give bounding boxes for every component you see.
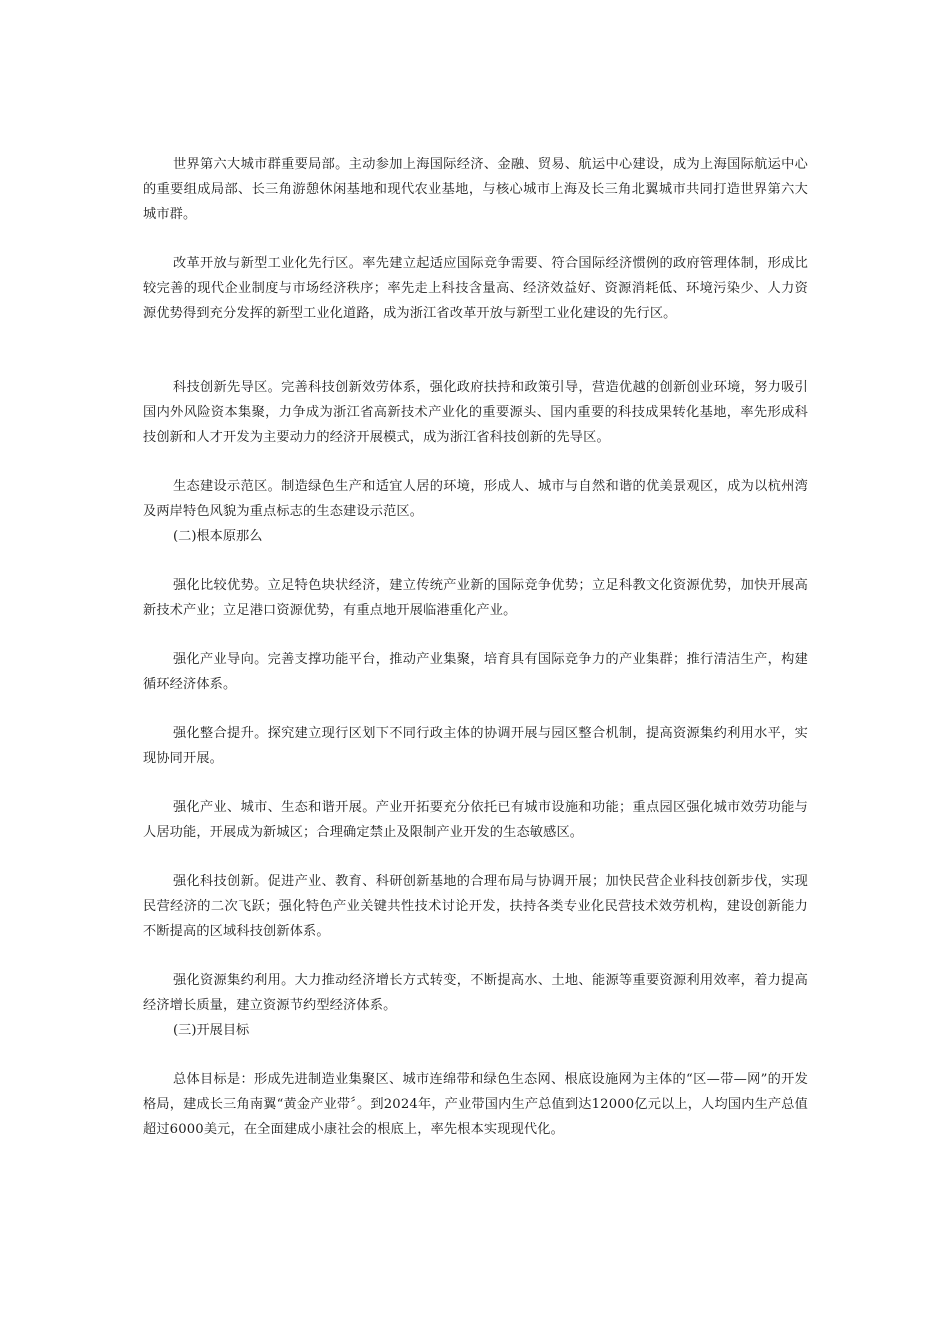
- paragraph-overall-goal: 总体目标是：形成先进制造业集聚区、城市连绵带和绿色生态网、根底设施网为主体的“区—带—网”的开发格局，建成长三角南翼“黄金产业带〞。到2024年，产业带国内生产总值到达12000亿元以上，人均国内生产总值超过6000美元，在全面建成小康社会的根底上，率先根本实现现代化。: [143, 1072, 808, 1137]
- paragraph-integration: 强化整合提升。探究建立现行区划下不同行政主体的协调开展与园区整合机制，提高资源集约利用水平，实现协同开展。: [143, 726, 808, 766]
- paragraph-harmonious-development: 强化产业、城市、生态和谐开展。产业开拓要充分依托已有城市设施和功能；重点园区强化城市效劳功能与人居功能，开展成为新城区；合理确定禁止及限制产业开发的生态敏感区。: [143, 800, 808, 840]
- section-heading-development-goals: (三)开展目标: [173, 1023, 250, 1038]
- paragraph-city-cluster: 世界第六大城市群重要局部。主动参加上海国际经济、金融、贸易、航运中心建设，成为上海国际航运中心的重要组成局部、长三角游憩休闲基地和现代农业基地，与核心城市上海及长三角北翼城市共同打造世界第六大城市群。: [143, 157, 808, 222]
- document-body: [143, 152, 808, 1142]
- paragraph-tech-innovation-zone: 科技创新先导区。完善科技创新效劳体系，强化政府扶持和政策引导，营造优越的创新创业环境，努力吸引国内外风险资本集聚，力争成为浙江省高新技术产业化的重要源头、国内重要的科技成果转化基地，率先形成科技创新和人才开发为主要动力的经济开展模式，成为浙江省科技创新的先导区。: [143, 380, 808, 445]
- paragraph-eco-demo-zone: 生态建设示范区。制造绿色生产和适宜人居的环境，形成人、城市与自然和谐的优美景观区，成为以杭州湾及两岸特色风貌为重点标志的生态建设示范区。: [143, 479, 808, 519]
- section-heading-basic-principles: (二)根本原那么: [173, 529, 263, 544]
- paragraph-comparative-advantage: 强化比较优势。立足特色块状经济，建立传统产业新的国际竞争优势；立足科教文化资源优势，加快开展高新技术产业；立足港口资源优势，有重点地开展临港重化产业。: [143, 578, 808, 618]
- paragraph-reform-pilot-zone: 改革开放与新型工业化先行区。率先建立起适应国际竞争需要、符合国际经济惯例的政府管理体制，形成比较完善的现代企业制度与市场经济秩序；率先走上科技含量高、经济效益好、资源消耗低、环境污染少、人力资源优势得到充分发挥的新型工业化道路，成为浙江省改革开放与新型工业化建设的先行区。: [143, 256, 808, 321]
- paragraph-resource-efficiency: 强化资源集约利用。大力推动经济增长方式转变，不断提高水、土地、能源等重要资源利用效率，着力提高经济增长质量，建立资源节约型经济体系。: [143, 973, 808, 1013]
- paragraph-tech-innovation: 强化科技创新。促进产业、教育、科研创新基地的合理布局与协调开展；加快民营企业科技创新步伐，实现民营经济的二次飞跃；强化特色产业关键共性技术讨论开发，扶持各类专业化民营技术效劳机构，建设创新能力不断提高的区域科技创新体系。: [143, 874, 808, 939]
- paragraph-industry-guidance: 强化产业导向。完善支撑功能平台，推动产业集聚，培育具有国际竞争力的产业集群；推行清洁生产，构建循环经济体系。: [143, 652, 808, 692]
